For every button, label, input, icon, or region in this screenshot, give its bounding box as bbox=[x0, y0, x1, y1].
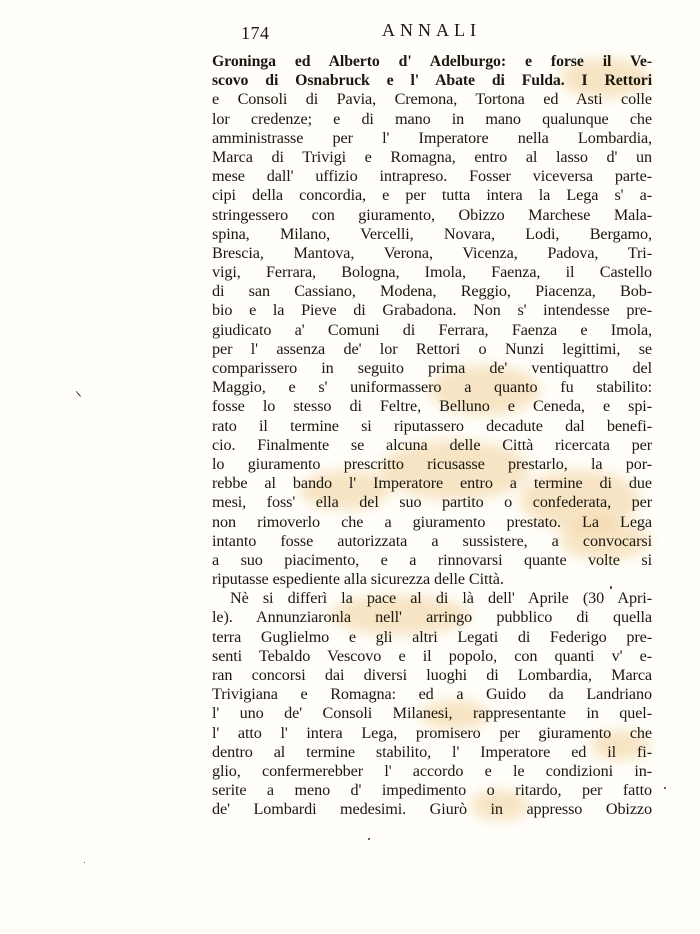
text-line: non rimoverlo che a giuramento prestato. La Lega bbox=[212, 512, 652, 531]
speck bbox=[84, 862, 85, 863]
text-line: di san Cassiano, Modena, Reggio, Piacenza, Bob- bbox=[212, 282, 652, 301]
text-line: giudicato a' Comuni di Ferrara, Faenza e Imola, bbox=[212, 320, 652, 339]
text-line: spina, Milano, Vercelli, Novara, Lodi, Bergamo, bbox=[212, 224, 652, 243]
text-line: terra Guglielmo e gli altri Legati di Federigo pre- bbox=[212, 627, 652, 646]
text-line: lor credenze; e di mano in mano qualunque che bbox=[212, 109, 652, 128]
text-line: mesi, foss' ella del suo partito o confederata, per bbox=[212, 493, 652, 512]
text-line: intanto fosse autorizzata a sussistere, a convocarsi bbox=[212, 531, 652, 550]
text-line: Trivigiana e Romagna: ed a Guido da Landriano bbox=[212, 685, 652, 704]
text-line: cio. Finalmente se alcuna delle Città ricercata per bbox=[212, 435, 652, 454]
text-line: mese dall' uffizio intrapreso. Fosser viceversa parte- bbox=[212, 167, 652, 186]
text-line: e Consoli di Pavia, Cremona, Tortona ed Asti colle bbox=[212, 90, 652, 109]
page-number: 174 bbox=[241, 23, 270, 43]
body-text bbox=[212, 52, 652, 820]
text-line: de' Lombardi medesimi. Giurò in appresso Obizzo bbox=[212, 800, 652, 819]
text-line: lo giuramento prescritto ricusasse prestarlo, la por- bbox=[212, 454, 652, 473]
speck bbox=[368, 838, 370, 840]
text-line: ran concorsi dai diversi luoghi di Lombardia, Marca bbox=[212, 666, 652, 684]
running-title: ANNALI bbox=[382, 20, 481, 40]
text-line: Brescia, Mantova, Verona, Vicenza, Padova, Tri- bbox=[212, 243, 652, 262]
text-line: rebbe al bando l' Imperatore entro a termine di due bbox=[212, 474, 652, 493]
text-line: fosse lo stesso di Feltre, Belluno e Ceneda, e spi- bbox=[212, 397, 652, 416]
text-line: dentro al termine stabilito, l' Imperatore ed il fi- bbox=[212, 742, 652, 761]
speck bbox=[76, 391, 82, 398]
text-line: l' atto l' intera Lega, promisero per giuramento che bbox=[212, 723, 652, 742]
text-line: scovo di Osnabruck e l' Abate di Fulda. I Rettori bbox=[212, 72, 652, 90]
text-line: a suo piacimento, e a rinnovarsi quante volte si bbox=[212, 550, 652, 569]
text-line: senti Tebaldo Vescovo e il popolo, con quanti v' e- bbox=[212, 646, 652, 665]
text-line: comparissero in seguito prima de' ventiquattro del bbox=[212, 359, 652, 377]
text-line: rato il termine si riputassero decadute dal benefi- bbox=[212, 416, 652, 435]
text-line: le). Annunziaronla nell' arringo pubblico di quella bbox=[212, 608, 652, 627]
text-line: glio, confermerebber l' accordo e le condizioni in- bbox=[212, 761, 652, 780]
text-line: serite a meno d' impedimento o ritardo, per fatto bbox=[212, 781, 652, 800]
text-line: l' uno de' Consoli Milanesi, rappresentante in quel- bbox=[212, 704, 652, 723]
page-header bbox=[0, 20, 700, 50]
text-line: vigi, Ferrara, Bologna, Imola, Faenza, il Castello bbox=[212, 263, 652, 282]
text-line: Nè si differì la pace al di là dell' Aprile (30 Apri- bbox=[230, 589, 652, 608]
speck bbox=[664, 787, 666, 789]
text-line: stringessero con giuramento, Obizzo Marchese Mala- bbox=[212, 205, 652, 224]
text-line: Groninga ed Alberto d' Adelburgo: e forse il Ve- bbox=[212, 53, 652, 70]
text-line: riputasse espediente alla sicurezza delle Città. bbox=[212, 570, 504, 589]
text-line: bio e la Pieve di Grabadona. Non s' intendesse pre- bbox=[212, 301, 652, 320]
text-line: per l' assenza de' lor Rettori o Nunzi legittimi, se bbox=[212, 339, 652, 358]
text-line: cipi della concordia, e per tutta intera la Lega s' a- bbox=[212, 186, 652, 205]
text-line: Maggio, e s' uniformassero a quanto fu stabilito: bbox=[212, 378, 652, 397]
text-line: Marca di Trivigi e Romagna, entro al lasso d' un bbox=[212, 147, 652, 166]
text-line: amministrasse per l' Imperatore nella Lombardia, bbox=[212, 128, 652, 147]
